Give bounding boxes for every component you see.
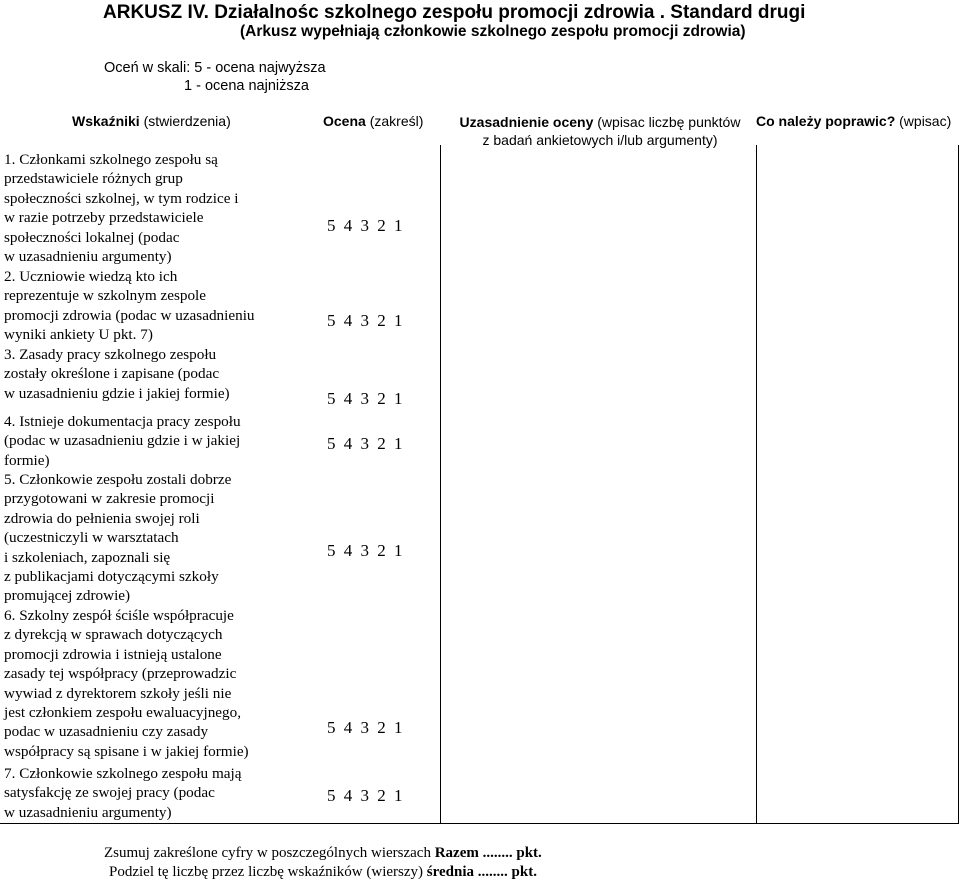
table-divider-improve (756, 145, 757, 824)
sheet-subtitle: (Arkusz wypełniają członkowie szkolnego zespołu promocji zdrowia) (240, 23, 746, 40)
rating-options-6[interactable]: 5 4 3 2 1 (327, 718, 405, 737)
rating-options-3[interactable]: 5 4 3 2 1 (327, 389, 405, 408)
rating-options-5[interactable]: 5 4 3 2 1 (327, 541, 405, 560)
indicator-2: 2. Uczniowie wiedzą kto ich reprezentuje w szkolnym zespole promocji zdrowia (podac w uzasadnieniu wyniki ankiety U pkt. 7) (4, 268, 255, 344)
indicator-4: 4. Istnieje dokumentacja pracy zespołu (podac w uzasadnieniu gdzie i w jakiej formie) (4, 413, 241, 469)
footer-average: Podziel tę liczbę przez liczbę wskaźników (wierszy) średnia ........ pkt. (109, 864, 537, 880)
sheet-title: ARKUSZ IV. Działalnośc szkolnego zespołu promocji zdrowia . Standard drugi (103, 2, 806, 23)
rating-options-1[interactable]: 5 4 3 2 1 (327, 216, 405, 235)
footer-sum: Zsumuj zakreślone cyfry w poszczególnych wierszach Razem ........ pkt. (104, 845, 542, 861)
scale-top: Oceń w skali: 5 - ocena najwyższa (104, 60, 326, 76)
table-divider-justification (440, 145, 441, 824)
rating-options-7[interactable]: 5 4 3 2 1 (327, 786, 405, 805)
rating-options-4[interactable]: 5 4 3 2 1 (327, 434, 405, 453)
header-rating: Ocena (zakreśl) (323, 113, 424, 129)
indicator-1: 1. Członkami szkolnego zespołu są przedstawiciele różnych grup społeczności szkolnej, w tym rodzice i w razie potrzeby przedstawiciele społeczności lokalnej (podac w uzasadnieniu argumenty) (4, 151, 239, 266)
indicator-3: 3. Zasady pracy szkolnego zespołu zostały określone i zapisane (podac w uzasadnieniu gdzie i jakiej formie) (4, 346, 230, 402)
indicator-5: 5. Członkowie zespołu zostali dobrze przygotowani w zakresie promocji zdrowia do pełnienia swojej roli (uczestniczyli w warsztatach i szkoleniach, zapoznali się z publikacjami dotyczącymi szkoły promującej zdrowie) (4, 471, 232, 605)
header-justification: Uzasadnienie oceny (wpisac liczbę punktów z badań ankietowych i/lub argumenty) (459, 114, 741, 148)
indicator-7: 7. Członkowie szkolnego zespołu mają satysfakcję ze swojej pracy (podac w uzasadnieniu argumenty) (4, 765, 242, 821)
header-improve: Co należy poprawic? (wpisac) (756, 113, 952, 129)
rating-options-2[interactable]: 5 4 3 2 1 (327, 311, 405, 330)
indicator-6: 6. Szkolny zespół ściśle współpracuje z dyrekcją w sprawach dotyczących promocji zdrowia i istnieją ustalone zasady tej współpracy (przeprowadzic wywiad z dyrektorem szkoły jeśli nie jest członkiem zespołu ewaluacyjnego, podac w uzasadnieniu czy zasady współpracy są spisane i w jakiej formie) (4, 607, 249, 760)
table-border-bottom (0, 823, 959, 824)
header-indicators: Wskaźniki (stwierdzenia) (72, 113, 231, 129)
table-border-right (958, 145, 959, 824)
scale-bottom: 1 - ocena najniższa (184, 78, 309, 94)
